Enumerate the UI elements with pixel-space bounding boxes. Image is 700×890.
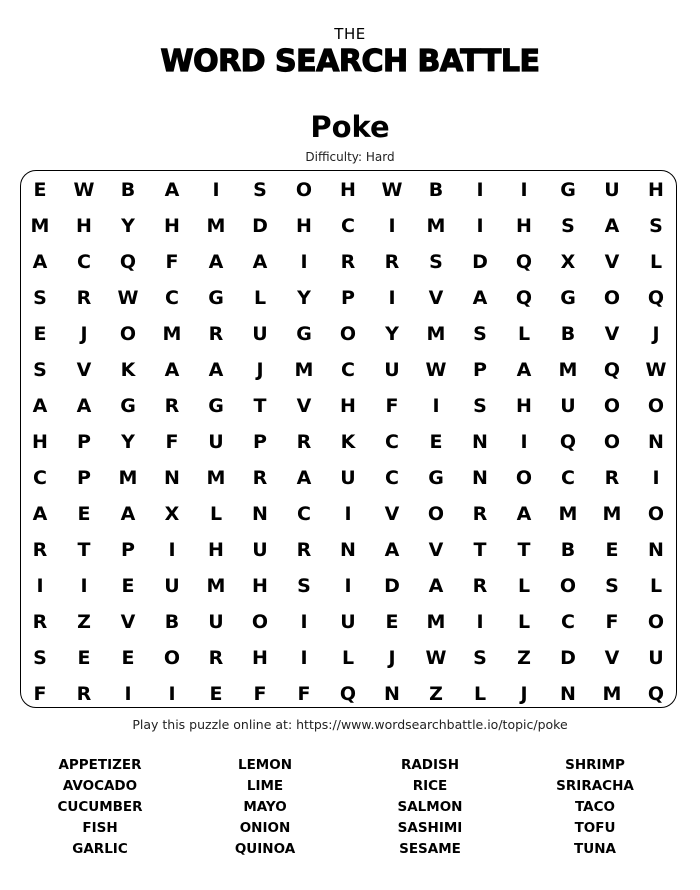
grid-letter[interactable]: N xyxy=(560,682,576,705)
grid-letter[interactable]: I xyxy=(520,178,528,201)
grid-letter[interactable]: A xyxy=(76,394,92,417)
grid-letter[interactable]: S xyxy=(473,322,487,345)
grid-letter[interactable]: Q xyxy=(603,358,621,381)
grid-letter[interactable]: J xyxy=(80,322,88,345)
grid-letter[interactable]: V xyxy=(428,538,444,561)
grid-letter[interactable]: A xyxy=(604,214,620,237)
grid-letter[interactable]: Z xyxy=(77,610,91,633)
word-list-item: LIME xyxy=(246,778,284,794)
grid-letter[interactable]: S xyxy=(561,214,575,237)
grid-letter[interactable]: K xyxy=(120,358,136,381)
grid-letter[interactable]: C xyxy=(385,430,399,453)
grid-letter[interactable]: C xyxy=(33,466,47,489)
grid-letter[interactable]: S xyxy=(473,646,487,669)
grid-letter[interactable]: O xyxy=(251,610,269,633)
grid-letter[interactable]: E xyxy=(121,574,135,597)
grid-letter[interactable]: Q xyxy=(515,286,533,309)
word-list-item: GARLIC xyxy=(72,841,128,857)
grid-letter[interactable]: N xyxy=(472,430,488,453)
grid-letter[interactable]: U xyxy=(340,466,356,489)
grid-letter[interactable]: H xyxy=(252,646,268,669)
grid-letter[interactable]: A xyxy=(208,250,224,273)
grid-letter[interactable]: O xyxy=(603,286,621,309)
grid-letter[interactable]: F xyxy=(385,394,399,417)
brand-the: THE xyxy=(334,25,366,43)
grid-letter[interactable]: H xyxy=(340,394,356,417)
grid-letter[interactable]: C xyxy=(297,502,311,525)
grid-letter[interactable]: C xyxy=(341,214,355,237)
grid-letter[interactable]: O xyxy=(603,430,621,453)
grid-letter[interactable]: H xyxy=(648,178,664,201)
grid-letter[interactable]: T xyxy=(473,538,487,561)
grid-letter[interactable]: H xyxy=(32,430,48,453)
grid-letter[interactable]: B xyxy=(120,178,136,201)
word-column-1 xyxy=(15,755,185,860)
grid-letter[interactable]: V xyxy=(604,322,620,345)
grid-letter[interactable]: R xyxy=(604,466,620,489)
grid-letter[interactable]: E xyxy=(77,502,91,525)
word-list-item: CUCUMBER xyxy=(57,799,143,815)
grid-letter[interactable]: G xyxy=(296,322,312,345)
grid-letter[interactable]: C xyxy=(77,250,91,273)
puzzle-title: Poke xyxy=(310,110,390,144)
grid-letter[interactable]: U xyxy=(164,574,180,597)
grid-letter[interactable]: F xyxy=(297,682,311,705)
grid-letter[interactable]: I xyxy=(168,538,176,561)
grid-letter[interactable]: C xyxy=(341,358,355,381)
grid-letter[interactable]: R xyxy=(208,322,224,345)
grid-letter[interactable]: M xyxy=(294,358,314,381)
word-list-item: MAYO xyxy=(243,799,287,815)
grid-letter[interactable]: W xyxy=(381,178,403,201)
online-play-note: Play this puzzle online at: https://www.wordsearchbattle.io/topic/poke xyxy=(132,717,568,732)
word-list-item: ONION xyxy=(239,820,291,836)
grid-letter[interactable]: N xyxy=(340,538,356,561)
grid-letter[interactable]: I xyxy=(300,250,308,273)
grid-letter[interactable]: Q xyxy=(647,682,665,705)
grid-letter[interactable]: A xyxy=(296,466,312,489)
word-list-item: APPETIZER xyxy=(58,757,142,773)
grid-letter[interactable]: P xyxy=(473,358,487,381)
grid-letter[interactable]: B xyxy=(164,610,180,633)
word-list-item: RICE xyxy=(412,778,448,794)
grid-letter[interactable]: S xyxy=(649,214,663,237)
grid-letter[interactable]: R xyxy=(296,430,312,453)
grid-letter[interactable]: V xyxy=(428,286,444,309)
grid-letter[interactable]: R xyxy=(296,538,312,561)
grid-letter[interactable]: L xyxy=(253,286,267,309)
grid-letter[interactable]: O xyxy=(647,610,665,633)
word-column-2 xyxy=(180,755,350,860)
grid-letter[interactable]: Q xyxy=(515,250,533,273)
grid-letter[interactable]: U xyxy=(384,358,400,381)
grid-letter[interactable]: Y xyxy=(297,286,311,309)
word-list-item: SASHIMI xyxy=(397,820,463,836)
grid-letter[interactable]: C xyxy=(561,466,575,489)
grid-letter[interactable]: O xyxy=(647,502,665,525)
grid-letter[interactable]: U xyxy=(252,538,268,561)
grid-letter[interactable]: L xyxy=(473,682,487,705)
grid-letter[interactable]: C xyxy=(561,610,575,633)
grid-letter[interactable]: V xyxy=(120,610,136,633)
grid-letter[interactable]: H xyxy=(516,394,532,417)
grid-letter[interactable]: S xyxy=(253,178,267,201)
word-list-item: RADISH xyxy=(400,757,460,773)
grid-letter[interactable]: L xyxy=(517,322,531,345)
grid-letter[interactable]: Q xyxy=(559,430,577,453)
grid-letter[interactable]: S xyxy=(33,358,47,381)
grid-letter[interactable]: A xyxy=(472,286,488,309)
grid-letter[interactable]: L xyxy=(517,574,531,597)
grid-letter[interactable]: R xyxy=(76,682,92,705)
grid-letter[interactable]: I xyxy=(432,394,440,417)
word-list-item: TOFU xyxy=(574,820,616,836)
grid-letter[interactable]: W xyxy=(117,286,139,309)
grid-letter[interactable]: A xyxy=(252,250,268,273)
grid-letter[interactable]: R xyxy=(472,502,488,525)
grid-letter[interactable]: P xyxy=(341,286,355,309)
grid-letter[interactable]: J xyxy=(256,358,264,381)
grid-letter[interactable]: S xyxy=(33,646,47,669)
grid-letter[interactable]: U xyxy=(252,322,268,345)
grid-letter[interactable]: A xyxy=(384,538,400,561)
grid-letter[interactable]: E xyxy=(385,610,399,633)
grid-letter[interactable]: Z xyxy=(429,682,443,705)
grid-letter[interactable]: A xyxy=(32,502,48,525)
grid-letter[interactable]: F xyxy=(605,610,619,633)
grid-letter[interactable]: E xyxy=(33,322,47,345)
grid-letter[interactable]: M xyxy=(558,358,578,381)
letter-grid xyxy=(18,172,678,712)
grid-letter[interactable]: B xyxy=(560,322,576,345)
grid-letter[interactable]: B xyxy=(560,538,576,561)
grid-letter[interactable]: I xyxy=(80,574,88,597)
grid-letter[interactable]: Z xyxy=(517,646,531,669)
grid-letter[interactable]: N xyxy=(648,538,664,561)
grid-letter[interactable]: I xyxy=(344,574,352,597)
grid-letter[interactable]: G xyxy=(208,394,224,417)
word-column-3 xyxy=(345,755,515,860)
grid-letter[interactable]: J xyxy=(388,646,396,669)
grid-letter[interactable]: M xyxy=(602,502,622,525)
grid-letter[interactable]: T xyxy=(77,538,91,561)
grid-letter[interactable]: H xyxy=(340,178,356,201)
grid-letter[interactable]: I xyxy=(388,214,396,237)
grid-letter[interactable]: L xyxy=(209,502,223,525)
word-list-item: SRIRACHA xyxy=(556,778,634,794)
grid-letter[interactable]: A xyxy=(516,358,532,381)
grid-letter[interactable]: P xyxy=(253,430,267,453)
grid-letter[interactable]: U xyxy=(648,646,664,669)
grid-letter[interactable]: Q xyxy=(339,682,357,705)
grid-letter[interactable]: R xyxy=(472,574,488,597)
grid-letter[interactable]: A xyxy=(32,250,48,273)
grid-letter[interactable]: I xyxy=(212,178,220,201)
grid-letter[interactable]: W xyxy=(425,646,447,669)
grid-letter[interactable]: R xyxy=(32,610,48,633)
grid-letter[interactable]: Q xyxy=(119,250,137,273)
grid-letter[interactable]: L xyxy=(341,646,355,669)
grid-letter[interactable]: S xyxy=(297,574,311,597)
grid-letter[interactable]: O xyxy=(515,466,533,489)
difficulty-label: Difficulty: Hard xyxy=(305,150,395,164)
grid-letter[interactable]: I xyxy=(300,610,308,633)
grid-letter[interactable]: N xyxy=(164,466,180,489)
grid-letter[interactable]: G xyxy=(428,466,444,489)
grid-letter[interactable]: I xyxy=(344,502,352,525)
grid-letter[interactable]: C xyxy=(165,286,179,309)
grid-letter[interactable]: A xyxy=(120,502,136,525)
grid-letter[interactable]: O xyxy=(603,394,621,417)
grid-letter[interactable]: F xyxy=(165,250,179,273)
grid-letter[interactable]: M xyxy=(426,610,446,633)
word-column-4 xyxy=(510,755,680,860)
grid-letter[interactable]: H xyxy=(252,574,268,597)
word-list-item: SHRIMP xyxy=(565,757,625,773)
grid-letter[interactable]: R xyxy=(340,250,356,273)
grid-letter[interactable]: I xyxy=(652,466,660,489)
grid-letter[interactable]: V xyxy=(384,502,400,525)
grid-letter[interactable]: U xyxy=(560,394,576,417)
grid-letter[interactable]: T xyxy=(517,538,531,561)
grid-letter[interactable]: G xyxy=(120,394,136,417)
grid-letter[interactable]: R xyxy=(32,538,48,561)
grid-letter[interactable]: D xyxy=(384,574,400,597)
grid-letter[interactable]: V xyxy=(296,394,312,417)
grid-letter[interactable]: L xyxy=(649,250,663,273)
word-list-item: LEMON xyxy=(237,757,293,773)
grid-letter[interactable]: G xyxy=(560,286,576,309)
grid-letter[interactable]: A xyxy=(164,178,180,201)
grid-letter[interactable]: I xyxy=(476,214,484,237)
grid-letter[interactable]: V xyxy=(604,646,620,669)
grid-letter[interactable]: R xyxy=(384,250,400,273)
grid-letter[interactable]: I xyxy=(168,682,176,705)
grid-letter[interactable]: B xyxy=(428,178,444,201)
grid-letter[interactable]: M xyxy=(162,322,182,345)
grid-letter[interactable]: M xyxy=(118,466,138,489)
grid-letter[interactable]: U xyxy=(340,610,356,633)
grid-letter[interactable]: L xyxy=(517,610,531,633)
grid-letter[interactable]: N xyxy=(252,502,268,525)
grid-letter[interactable]: A xyxy=(428,574,444,597)
grid-letter[interactable]: J xyxy=(652,322,660,345)
grid-letter[interactable]: H xyxy=(296,214,312,237)
grid-letter[interactable]: R xyxy=(164,394,180,417)
grid-letter[interactable]: D xyxy=(252,214,268,237)
grid-letter[interactable]: L xyxy=(649,574,663,597)
grid-letter[interactable]: T xyxy=(253,394,267,417)
grid-letter[interactable]: E xyxy=(33,178,47,201)
grid-letter[interactable]: V xyxy=(76,358,92,381)
word-list-item: AVOCADO xyxy=(62,778,138,794)
grid-letter[interactable]: R xyxy=(252,466,268,489)
grid-letter[interactable]: F xyxy=(253,682,267,705)
grid-letter[interactable]: M xyxy=(206,466,226,489)
grid-letter[interactable]: Y xyxy=(385,322,399,345)
grid-letter[interactable]: D xyxy=(560,646,576,669)
grid-letter[interactable]: S xyxy=(33,286,47,309)
grid-letter[interactable]: I xyxy=(388,286,396,309)
grid-letter[interactable]: M xyxy=(30,214,50,237)
word-list-item: FISH xyxy=(82,820,118,836)
grid-letter[interactable]: I xyxy=(476,610,484,633)
grid-letter[interactable]: S xyxy=(429,250,443,273)
grid-letter[interactable]: A xyxy=(164,358,180,381)
grid-letter[interactable]: M xyxy=(558,502,578,525)
grid-letter[interactable]: F xyxy=(165,430,179,453)
grid-letter[interactable]: D xyxy=(472,250,488,273)
grid-letter[interactable]: X xyxy=(560,250,576,273)
grid-letter[interactable]: E xyxy=(209,682,223,705)
word-list-item: SALMON xyxy=(397,799,463,815)
grid-letter[interactable]: Q xyxy=(647,286,665,309)
word-list-item: TACO xyxy=(575,799,615,815)
word-list-item: SESAME xyxy=(399,841,461,857)
grid-letter[interactable]: H xyxy=(516,214,532,237)
grid-letter[interactable]: O xyxy=(339,322,357,345)
brand-logo-title: WORD SEARCH BATTLE xyxy=(160,44,540,79)
grid-letter[interactable]: J xyxy=(520,682,528,705)
grid-letter[interactable]: I xyxy=(300,646,308,669)
grid-letter[interactable]: N xyxy=(648,430,664,453)
grid-letter[interactable]: H xyxy=(76,214,92,237)
grid-letter[interactable]: N xyxy=(472,466,488,489)
grid-letter[interactable]: I xyxy=(476,178,484,201)
grid-letter[interactable]: M xyxy=(426,322,446,345)
grid-letter[interactable]: W xyxy=(425,358,447,381)
grid-letter[interactable]: W xyxy=(645,358,667,381)
grid-letter[interactable]: U xyxy=(604,178,620,201)
grid-letter[interactable]: P xyxy=(77,466,91,489)
word-list-item: QUINOA xyxy=(234,841,296,857)
grid-letter[interactable]: I xyxy=(520,430,528,453)
grid-letter[interactable]: K xyxy=(340,430,356,453)
grid-letter[interactable]: N xyxy=(384,682,400,705)
grid-letter[interactable]: O xyxy=(559,574,577,597)
grid-letter[interactable]: P xyxy=(77,430,91,453)
grid-letter[interactable]: I xyxy=(36,574,44,597)
grid-letter[interactable]: H xyxy=(164,214,180,237)
grid-letter[interactable]: E xyxy=(605,538,619,561)
grid-letter[interactable]: Y xyxy=(121,214,135,237)
grid-letter[interactable]: H xyxy=(208,538,224,561)
grid-letter[interactable]: S xyxy=(473,394,487,417)
grid-letter[interactable]: M xyxy=(206,574,226,597)
grid-letter[interactable]: F xyxy=(33,682,47,705)
grid-letter[interactable]: O xyxy=(295,178,313,201)
grid-letter[interactable]: A xyxy=(208,358,224,381)
grid-letter[interactable]: M xyxy=(426,214,446,237)
grid-letter[interactable]: O xyxy=(119,322,137,345)
grid-letter[interactable]: E xyxy=(121,646,135,669)
grid-letter[interactable]: R xyxy=(76,286,92,309)
grid-letter[interactable]: C xyxy=(385,466,399,489)
grid-letter[interactable]: E xyxy=(77,646,91,669)
grid-letter[interactable]: S xyxy=(605,574,619,597)
grid-letter[interactable]: U xyxy=(208,610,224,633)
grid-letter[interactable]: O xyxy=(163,646,181,669)
grid-letter[interactable]: G xyxy=(560,178,576,201)
grid-letter[interactable]: O xyxy=(427,502,445,525)
grid-letter[interactable]: M xyxy=(602,682,622,705)
grid-letter[interactable]: W xyxy=(73,178,95,201)
grid-letter[interactable]: P xyxy=(121,538,135,561)
grid-letter[interactable]: A xyxy=(516,502,532,525)
grid-letter[interactable]: Y xyxy=(121,430,135,453)
grid-letter[interactable]: E xyxy=(429,430,443,453)
grid-letter[interactable]: V xyxy=(604,250,620,273)
grid-letter[interactable]: G xyxy=(208,286,224,309)
grid-letter[interactable]: O xyxy=(647,394,665,417)
grid-letter[interactable]: A xyxy=(32,394,48,417)
grid-letter[interactable]: U xyxy=(208,430,224,453)
grid-letter[interactable]: I xyxy=(124,682,132,705)
grid-letter[interactable]: X xyxy=(164,502,180,525)
word-list-item: TUNA xyxy=(574,841,616,857)
grid-letter[interactable]: M xyxy=(206,214,226,237)
grid-letter[interactable]: R xyxy=(208,646,224,669)
